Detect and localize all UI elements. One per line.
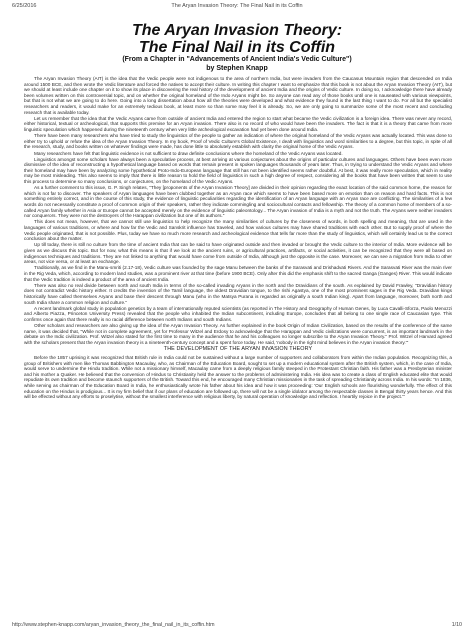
page-url: http://www.stephen-knapp.com/aryan_invasion_theory_the_final_nail_in_its_coffin.htm xyxy=(12,622,215,628)
document-title xyxy=(0,22,474,56)
paragraph: Let us remember that the idea that the Vedic Aryans came from outside of ancient India and entered the region to start what became the Vedic civilization is a foreign idea. There was never any record, either historical, textual or archeological, that supports this premise for an Aryan invasion. There also is no record of who would have been the invaders. The fact is that it is a theory that came from more linguistic speculation which happened during the nineteenth century when very little archeological excavation had yet been done around India. xyxy=(24,115,452,132)
subtitle-line-1: (From a Chapter in "Advancements of Ancient India's Vedic Culture") xyxy=(122,56,352,63)
paragraph: Linguistics amongst some scholars have always been a speculative process, at best arriving at various conjectures about the origins of particular cultures and languages. Others have been even more dismissive of the idea of reconstructing a hypothetical language based on words that remain present in spoken languages thousands of years later. Thus, in trying to understand the Vedic Aryans and where their homeland may have been by analyzing some hypothetical Proto-Indo-European language that still has not been identified seems rather doubtful. At best, it was really more speculation, which in reality may be most misleading. This also seems to imply that there is little reason to hold the field of linguistics in such a high degree of respect, considering all the books that have been written that seem to use this process to determine so many conclusions, or conjectures, on the homeland of the Vedic Aryans. xyxy=(24,156,452,185)
paragraph: Traditionally, as we find in the Manu-smriti (2.17-18), Vedic culture was founded by the sage Manu between the banks of the Sarasvati and Drishadvati Rivers. And the Sarasvati River was the main river in the Rig Veda, which, according to modern land studies, was a prominent river at that time (before 1900 BCE). Only after this did the emphasis shift to the sacred Ganga (Ganges) River. This would indicate that the Vedic tradition is indeed a product of the area of ancient India. xyxy=(24,265,452,282)
paragraph: Before the 1857 uprising it was recognized that British rule in India could not be sustained without a large number of supporters and collaborators from within the Indian population. Recognizing this, a group of Britishers with men like Thomas Babbington Macaulay, who, as Chairman of the Education Board, sought to set up a modern educational system after the British system, which, in the case of India, would serve to undermine the Hindu tradition. While not a missionary himself, Macaulay came from a deeply religious family steeped in the Protestant Christian faith. His father was a Presbyterian minister and his mother a Quaker. He believed that the conversion of Hindus to Christianity held the answer to the problems of administering India. His idea was to create a class of English educated elite that would repudiate its own tradition and become staunch supporters of the British. Toward this end, he encouraged many Christian missionaries in the task of spreading Christianity across India. In his words: "In 1836, while serving as chairman of the Education Board in India, he enthusiastically wrote his father about his idea and how it was proceeding: 'Our English schools are flourishing wonderfully. The effect of this education on the Hindus is prodigious... It is my firm belief that if our plans of education are followed up, there will not be a single idolator among the respectable classes in Bengal thirty years hence. And this will be effected without any efforts to proselytise, without the smallest interference with religious liberty, by natural operation of knowledge and reflection. I heartily rejoice in the project.'" xyxy=(24,355,452,400)
paragraph: Many researchers have felt that linguistic evidence is not sufficient to draw definite conclusions where the homeland of the Vedic Aryans was located. xyxy=(34,150,343,156)
author-line: by Stephen Knapp xyxy=(206,65,268,72)
paragraph: A recent landmark global study in population genetics by a team of internationally reputed scientists (as reported in The History and Geography of Human Genes, by Luca Cavalli-Sforza, Paolo Menozzi and Alberto Piazza, Princeton University Press) revealed that the people who inhabited the Indian subcontinent, including Europe, concludes that all belong to one single race of Caucasian type. This confirms once again that there really is no racial difference between north Indians and south Indians. xyxy=(24,305,452,322)
print-date: 6/25/2016 xyxy=(12,3,37,9)
article-body xyxy=(24,76,452,612)
paragraph: The Aryan Invasion Theory (AIT) is the idea that the Vedic people were not indigenous to the area of northern India, but were invaders from the Caucasus Mountain region that descended on India around 1500 BCE, and then wrote the Vedic literature and forced the natives to accept their culture. In writing this chapter I want to emphasize that this book is not about the Aryan Invasion Theory (AIT), but we should at least include one chapter on it to show its place in discovering the real history of the development of ancient India and the origins of Vedic culture. In doing so, I acknowledge there have already been volumes written on this controversial topic, and on whether the original homeland of the Indo Aryans might be. So anyone can read any of those books until one is nauseated with various viewpoints, but that is not what we are going to do here. Going into a long dissertation about how all the theories were developed and what evidence they found is the last thing I want to do. For all but the specialist researchers and readers, it would make for an extremely tedious book, at least more so than some may feel it is already. So, we are only going to summarize some of the most recent and concluding research that is available today. xyxy=(24,76,452,115)
paragraph: Other scholars and researchers are also giving up the idea of the Aryan Invasion Theory. As further explained in the book Origin of Indian Civilization, based on the results of the conference of the same name, it was decided that, "While not in complete agreement, yet for Professor Witzel and Erdosy to acknowledge that the Harappan and Vedic civilizations were concurrent, is an important landmark in the debate on the Indic civilization. Prof. Witzel also stated for the first time to many in the audience that he and his colleagues no longer subscribe to the Aryan Invasion Theory." Prof. Witzel of Harvard agreed with the scholars present that the Aryan invasion theory is a nineteenth-century concept and a spent force today. He said, 'nobody in the right mind believes in the Aryan invasion theory.'" xyxy=(24,323,452,345)
document-subtitle xyxy=(0,55,474,73)
paragraph: Up till today, there is still no culture from the time of ancient India that can be said to have originated outside and then invaded or brought the Vedic culture to the interior of India. More evidence will be given as we discuss this topic. But for now, what this means is that if we look at the ancient ruins, or agricultural practices, artifacts, or social activities, it can be recognized that they were all based on indigenous techniques and traditions. They are not linked to anything that would have come from outside of India, although just the opposite is the case. Moreover, we can see a migration from India to other areas, not vice versa, or at least an exchange. xyxy=(24,242,452,265)
paragraph: This does not mean, however, that we cannot still use linguistics to help recognize the many similarities of cultures by the closeness of words, in both spelling and meaning, that are used in the languages of various traditions, or where and how far the Vedic and Sanskrit influence has traveled, and how various cultures may have shared traditions with each other. But to supply proof of where the Vedic people originated, that is not possible. Plus, today we have so much more research and archeological evidence that tells far more than the study of linguistics, which will certainly lead us to the correct conclusion about the matter. xyxy=(24,219,452,242)
page-number: 1/10 xyxy=(451,622,462,628)
paragraph: As a further comment to this issue, G. P. Singh relates, "They [proponents of the Aryan Invasion Theory] are divided in their opinion regarding the exact location of the said common home, the reason for which is not far to discover. The speakers of Aryan languages have been clubbed together as an Aryan race which seems to have been based more on emotion than on reason and hard facts. This is not something entirely correct, and in the course of this study, the evidence of linguistic peculiarities regarding the identification of an Aryan language with an Aryan race are conflicting. The similarities of a few words do not necessarily constitute a proof of common origin of their speakers, rather they indicate commingling and sociocultural contacts and fellowship. The theory of a common home of members of a so-called Aryan family whether in Asia or Europe cannot be accepted merely on the evidence of linguistic paleontology... The Aryan invasion of India is a myth and not the truth. The Aryans were neither invaders nor conquerors. They were not the destroyers of the Harappan civilization but one of its authors." xyxy=(24,185,452,219)
paragraph: There was also no real divide between north and south India in terms of the so-called invading Aryans in the north and the Dravidians of the south. As explained by David Frawley, "Dravidian history does not contradict Vedic history either. It credits the invention of the Tamil language, the oldest Dravidian tongue, to the rishi Agastya, one of the most prominent sages in the Rig Veda. Dravidian kings historically have called themselves Aryans and base their descent through Manu (who in the Matsya Purana is regarded as originally a south Indian king). Apart from language, moreover, both north and south India share a common religion and culture." xyxy=(24,282,452,305)
section-heading: THE DEVELOPMENT OF THE ARYAN INVASION THEORY xyxy=(163,346,313,353)
title-line-2: The Final Nail in its Coffin xyxy=(138,39,336,56)
print-footer xyxy=(0,620,474,632)
print-header xyxy=(0,0,474,11)
title-line-1: The Aryan Invasion Theory: xyxy=(131,22,343,39)
print-page-title: The Aryan Invasion Theory: The Final Nail in its Coffin xyxy=(171,3,303,9)
paragraph: There have been many researchers who have tried to study the linguistics of the people to gather an indication of where the original homeland of the Vedic Aryans was actually located. This was done to either try to uphold or refute the idea of the Aryan Invasion Theory. In my book, Proof of Vedic Culture's Global Existence, I dealt with linguistics and word similarities to a degree, but this topic, in spite of all the research, study, and books written on whatever findings were made, has done little to absolutely establish with clarity the original home of the Vedic Aryans. xyxy=(24,133,452,150)
